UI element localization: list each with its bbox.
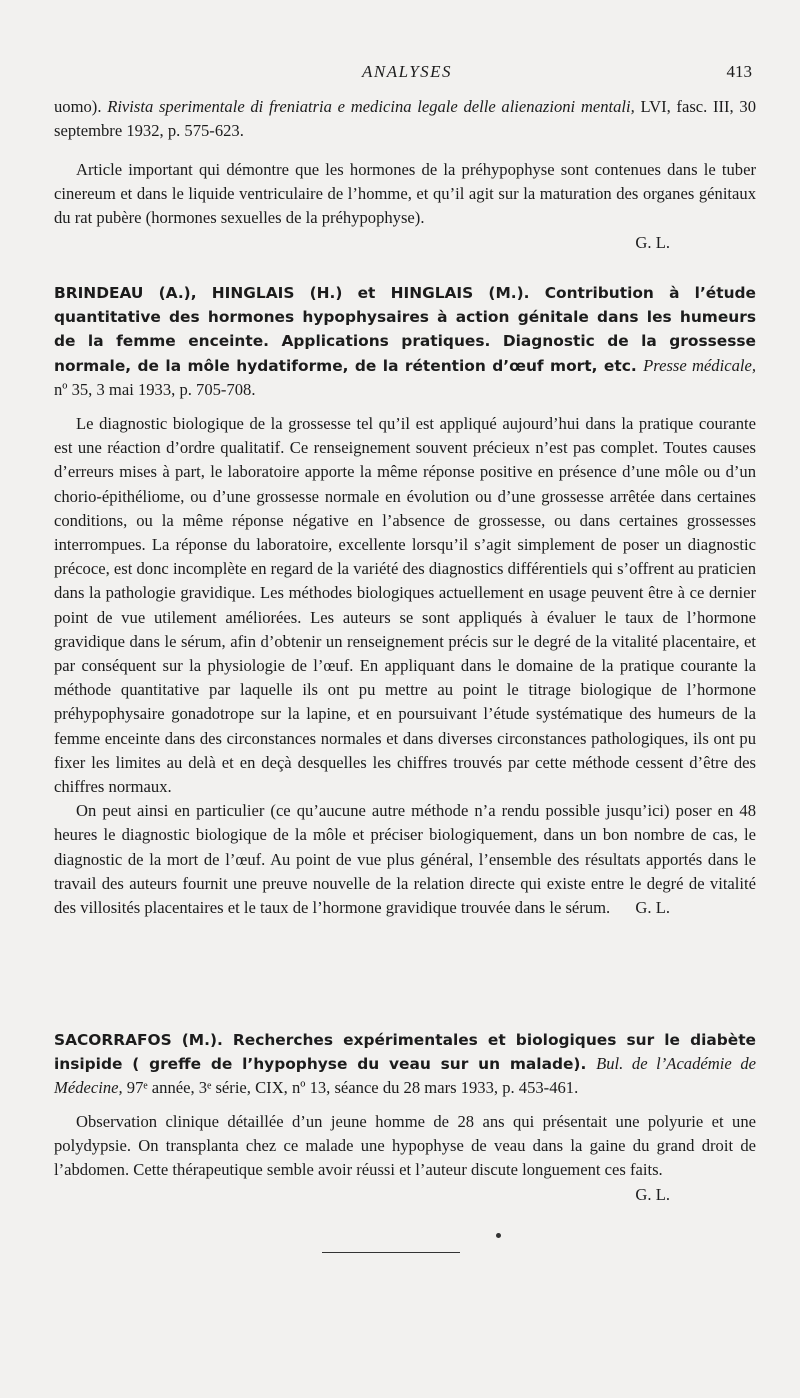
- body-paragraph: Observation clinique détaillée d’un jeune homme de 28 ans qui présentait une polyurie et une polydypsie. On transplanta chez ce malade une hypophyse de veau dans la gaine du grand droit de l’abdomen. Cette thérapeutique semble avoir réussi et l’auteur discute longuement ces faits. G. L.: [54, 1110, 756, 1183]
- author-signature: G. L.: [635, 1184, 670, 1204]
- ink-speck: [496, 1233, 501, 1238]
- source-journal: Rivista sperimentale di freniatria e medicina legale delle alienazioni mentali,: [107, 97, 635, 116]
- body-paragraph-1: Le diagnostic biologique de la grossesse tel qu’il est appliqué aujourd’hui dans la pratique courante est une réaction d’ordre qualitatif. Ce renseignement souvent précieux n’est pas complet. Toutes causes d’erreurs mises à part, le laboratoire apporte la même réponse positive en présence d’une môle ou d’un chorio-épithéliome, ou d’une grossesse normale en évolution ou d’une grossesse arrêtée dans certaines conditions, ou la même réponse négative en l’absence de grossesse, ou dans certaines grossesses interrompues. La réponse du laboratoire, excellente lorsqu’il s’agit simplement de poser un diagnostic précoce, est donc incomplète en regard de la variété des diagnostics différentiels qui s’offrent au praticien dans la pathologie gravidique. Les méthodes biologiques actuellement en usage peuvent être à ce dernier point de vue utilement améliorées. Les auteurs se sont appliqués à évaluer le taux de l’hormone gravidique dans le sérum, afin d’obtenir un renseignement précis sur le degré de la vitalité placentaire, et par conséquent sur la physiologie de l’œuf. En appliquant dans le domaine de la pratique courante la méthode quantitative par laquelle ils ont pu mettre au point le titrage biologique de l’hormone préhypophysaire gonadotrope sur la lapine, et en poursuivant l’étude systématique des humeurs de la femme enceinte dans des circonstances normales et dans diverses circonstances pathologiques, ils ont pu fixer les limites au delà et en deçà desquelles les chiffres trouvés par cette méthode cessent d’être des chiffres normaux.: [54, 414, 756, 797]
- page-number: 413: [726, 62, 752, 81]
- body-paragraph-2: On peut ainsi en particulier (ce qu’aucune autre méthode n’a rendu possible jusqu’ici) poser en 48 heures le diagnostic biologique de la môle et préciser biologiquement, dans un bon nombre de cas, le diagnostic de la mort de l’œuf. Au point de vue plus général, l’ensemble des résultats apportés dans le travail des auteurs fournit une preuve nouvelle de la relation directe qui existe entre le degré de vitalité des villosités placentaires et le taux de l’hormone gravidique trouvée dans le sérum. G. L.: [54, 799, 756, 920]
- author-signature: G. L.: [635, 232, 670, 252]
- previous-entry-source: [54, 95, 756, 143]
- entry-heading-sacorrafos: [54, 1028, 756, 1101]
- previous-entry-continuation: [54, 95, 756, 143]
- entry-body-sacorrafos: [54, 1110, 756, 1207]
- entry-title: BRINDEAU (A.), HINGLAIS (H.) et HINGLAIS (M.). Contribution à l’étude quantitative des hormones hypophysaires à action génitale dans les humeurs de la femme enceinte. Applications pratiques. Diagnostic de la grossesse normale, de la môle hydatiforme, de la rétention d’œuf mort, etc.: [54, 284, 756, 375]
- source-journal: Presse médicale,: [643, 355, 756, 375]
- entry-title: SACORRAFOS (M.). Recherches expérimentales et biologiques sur le diabète insipide ( greffe de l’hypophyse du veau sur un malade).: [54, 1031, 756, 1074]
- entry-heading-brindeau: [54, 281, 756, 402]
- entry-body-brindeau: [54, 412, 756, 920]
- source-details: 97ᵉ année, 3ᵉ série, CIX, nº 13, séance du 28 mars 1933, p. 453-461.: [126, 1078, 579, 1098]
- running-title: ANALYSES: [361, 62, 453, 81]
- page-header: [62, 62, 752, 86]
- source-details: nº 35, 3 mai 1933, p. 705-708.: [54, 379, 256, 399]
- end-rule: [322, 1252, 460, 1253]
- source-journal: Bul. de l’Académie de Médecine,: [54, 1054, 756, 1098]
- previous-entry-summary: [54, 158, 756, 255]
- author-signature: G. L.: [635, 898, 670, 918]
- source-lead: uomo).: [54, 97, 102, 116]
- source-details: LVI, fasc. III, 30 septembre 1932, p. 575-623.: [54, 97, 756, 141]
- summary-paragraph: Article important qui démontre que les hormones de la préhypophyse sont contenues dans le tuber cinereum et dans le liquide ventriculaire de l’homme, et qu’il agit sur la maturation des organes génitaux du rat pubère (hormones sexuelles de la préhypophyse).: [54, 160, 756, 228]
